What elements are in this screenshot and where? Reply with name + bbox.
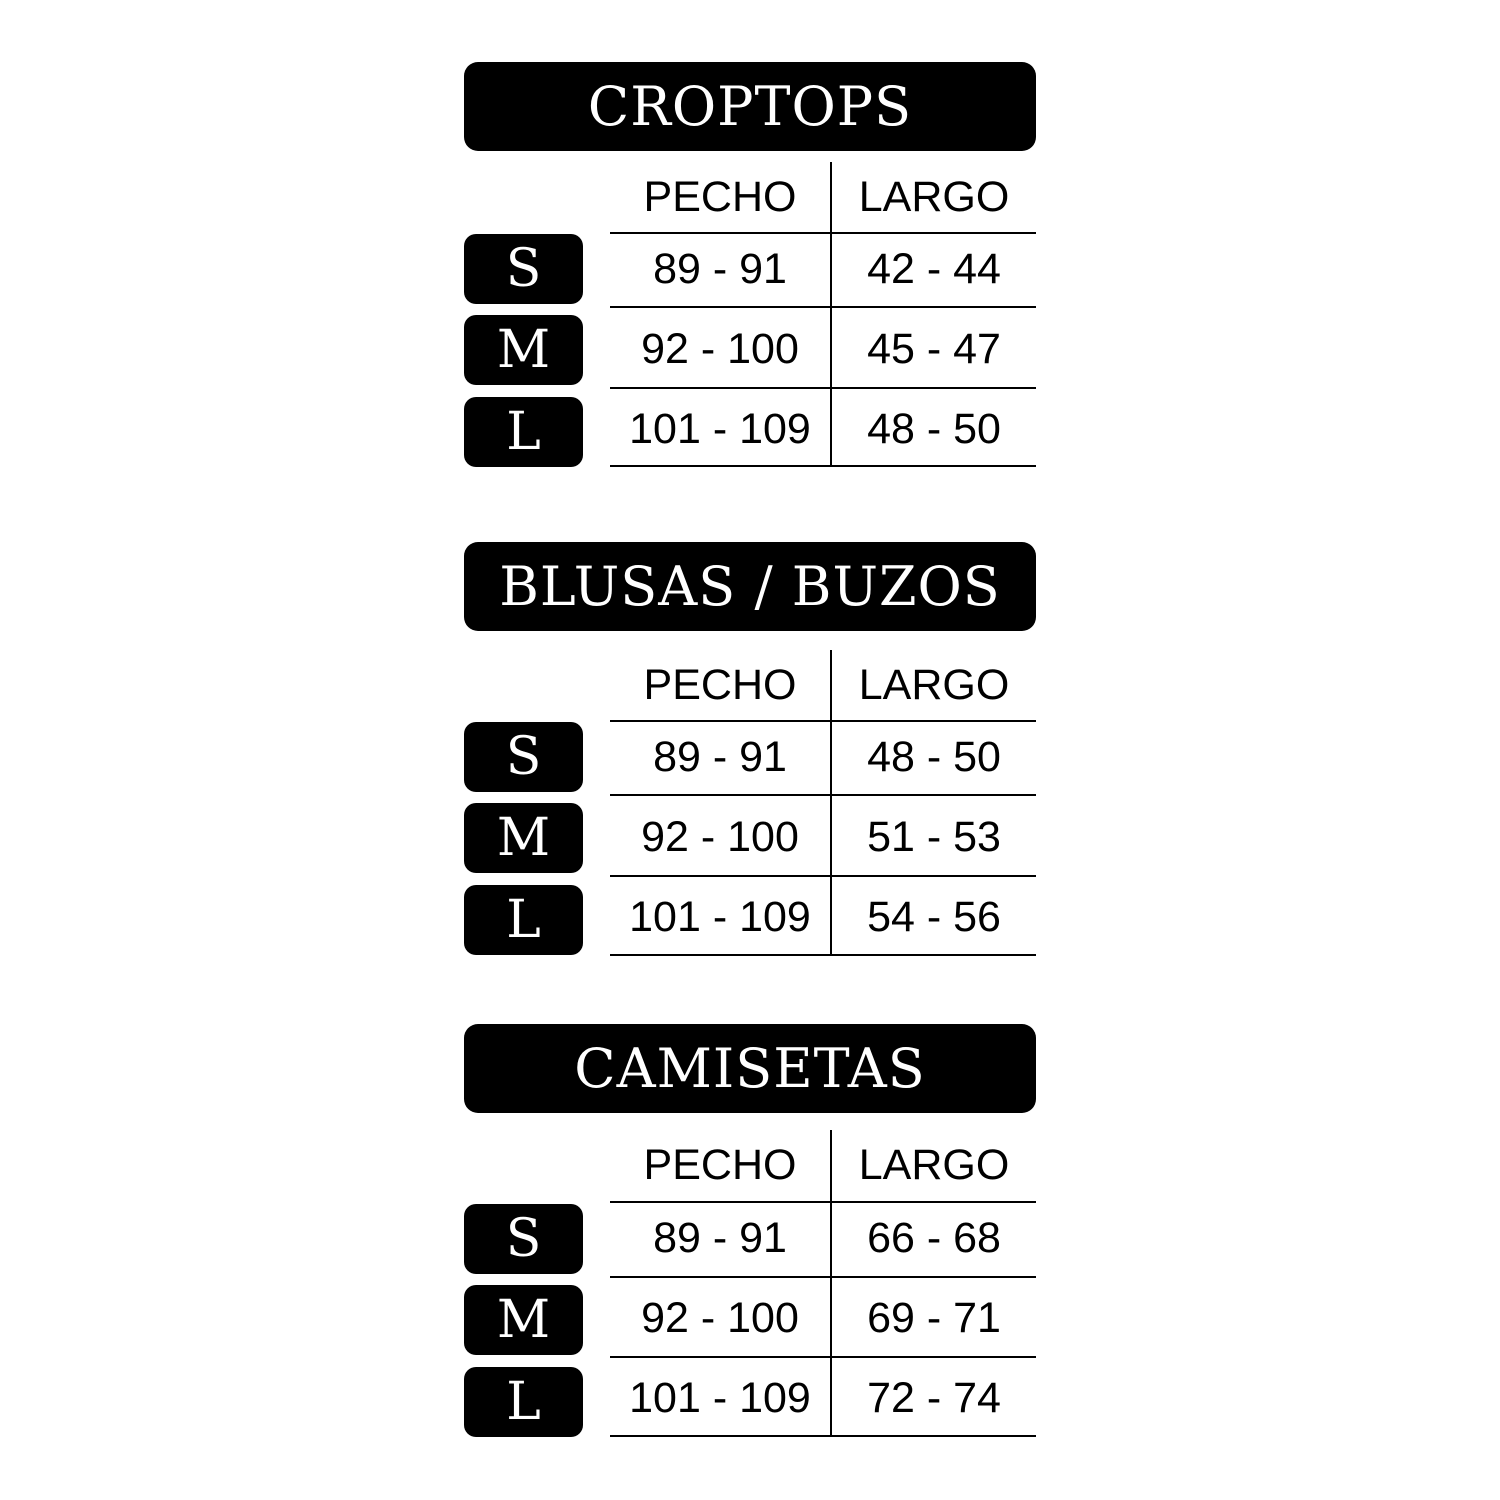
column-header-pecho: PECHO [643,660,797,709]
cell-pecho: 92 - 100 [641,324,799,373]
column-header-pecho: PECHO [643,172,797,221]
section-title: CAMISETAS [574,1037,926,1100]
cell-largo: 42 - 44 [867,244,1001,293]
size-badge-l: L [464,397,583,467]
size-badge-s: S [464,722,583,792]
column-header-largo: LARGO [858,1140,1010,1189]
cell-largo: 72 - 74 [867,1373,1001,1422]
cell-pecho: 89 - 91 [653,732,787,781]
cell-largo: 51 - 53 [867,812,1001,861]
cell-pecho: 89 - 91 [653,244,787,293]
size-badge-l: L [464,1367,583,1437]
size-badge-m: M [464,1285,583,1355]
cell-largo: 45 - 47 [867,324,1001,373]
cell-pecho: 101 - 109 [629,404,811,453]
column-header-pecho: PECHO [643,1140,797,1189]
section-title: BLUSAS / BUZOS [499,555,1001,618]
cell-largo: 66 - 68 [867,1213,1001,1262]
cell-pecho: 92 - 100 [641,1293,799,1342]
size-badge-s: S [464,234,583,304]
cell-largo: 48 - 50 [867,404,1001,453]
size-badge-m: M [464,803,583,873]
size-badge-l: L [464,885,583,955]
cell-pecho: 92 - 100 [641,812,799,861]
size-badge-s: S [464,1204,583,1274]
column-header-largo: LARGO [858,172,1010,221]
cell-pecho: 101 - 109 [629,1373,811,1422]
cell-pecho: 89 - 91 [653,1213,787,1262]
cell-pecho: 101 - 109 [629,892,811,941]
column-header-largo: LARGO [858,660,1010,709]
cell-largo: 54 - 56 [867,892,1001,941]
cell-largo: 69 - 71 [867,1293,1001,1342]
cell-largo: 48 - 50 [867,732,1001,781]
size-badge-m: M [464,315,583,385]
section-title: CROPTOPS [587,75,913,138]
